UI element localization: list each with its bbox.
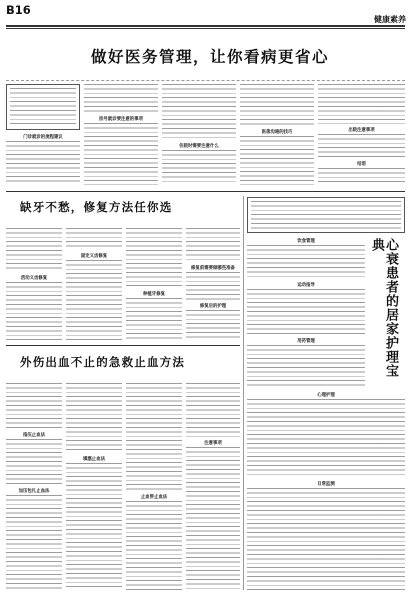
article3-headline: 外伤出血不止的急救止血方法: [20, 355, 186, 369]
article1-headline: 做好医务管理，让你看病更省心: [90, 47, 329, 66]
article1-subhead-5: 出院注意事项: [348, 128, 375, 133]
article1-subhead-1: 门诊就诊的流程建议: [23, 135, 63, 140]
column-divider: [243, 196, 244, 590]
article1-subhead-4: 医患沟通的技巧: [261, 130, 293, 135]
article2-headline: 缺牙不愁，修复方法任你选: [20, 200, 173, 214]
article1-body-col3b: [162, 150, 236, 185]
article3-body-col4: [186, 383, 240, 437]
article2-subhead-5: 修复后的护理: [199, 304, 227, 309]
section-name: 健康素养: [374, 15, 406, 24]
paper-name: [38, 4, 78, 14]
article4-body-d: [247, 399, 405, 477]
article2-body-col1: [6, 228, 62, 272]
issue-date: [6, 17, 66, 22]
article3-subhead-4: 止血带止血法: [140, 495, 168, 500]
article3-subhead-3: 填塞止血法: [83, 457, 105, 462]
article3-body-col3b: [126, 501, 182, 590]
article1-body-col5c: [318, 168, 405, 185]
article1-body-col2: [84, 84, 158, 114]
article2-body-col3b: [126, 298, 182, 340]
article2-byline: [100, 218, 190, 223]
article3-body-col3: [126, 383, 182, 491]
article1-body-col2b: [84, 123, 158, 185]
article4-body-a: [247, 245, 365, 279]
article3-body-col2b: [66, 463, 122, 590]
masthead-rule-thin: [6, 28, 405, 29]
article1-subhead-3: 住院时需要注意什么: [179, 144, 219, 149]
article4-subhead-1: 饮食管理: [297, 239, 315, 244]
article4-subhead-5: 日常监测: [317, 482, 335, 487]
article1-body-col5: [318, 84, 405, 124]
article1-body-col4b: [240, 136, 314, 185]
article4-subhead-3: 用药管理: [297, 339, 315, 344]
article1-intro-text: [10, 88, 76, 126]
article4-intro-box: [247, 197, 405, 233]
article3-body-col1c: [6, 495, 62, 590]
article3-body-col1b: [6, 439, 62, 485]
article1-divider: [6, 80, 405, 81]
article4-body-e: [247, 488, 405, 590]
article4-byline: [371, 288, 377, 352]
article2-subhead-1: 活动义齿修复: [20, 276, 48, 281]
article3-body-col1: [6, 383, 62, 429]
article3-body-col2: [66, 383, 122, 453]
article2-body-col4b: [186, 272, 240, 300]
masthead-email: [80, 10, 170, 15]
section-separator-1: [6, 191, 405, 192]
article1-byline: [160, 71, 250, 76]
article3-subhead-2: 加压包扎止血法: [18, 489, 50, 494]
article1-body-col5b: [318, 134, 405, 158]
article4-headline: 心衰患者的居家护理宝典: [369, 238, 398, 378]
article2-body-col2b: [66, 260, 122, 340]
article4-body-c: [247, 345, 365, 387]
editor-credits: [80, 4, 170, 9]
article2-body-col4c: [186, 310, 240, 340]
article4-subhead-4: 心理护理: [317, 393, 335, 398]
article2-subhead-2: 固定义齿修复: [80, 254, 108, 259]
article2-body-col1b: [6, 282, 62, 340]
article4-subhead-2: 运动指导: [297, 283, 315, 288]
article2-body-col3: [126, 228, 182, 288]
masthead-rule: [6, 25, 405, 27]
article4-body-b: [247, 289, 365, 335]
section-separator-2: [6, 345, 240, 346]
article4-intro-text: [251, 201, 401, 229]
article3-byline: [100, 373, 190, 378]
article2-body-col4: [186, 228, 240, 262]
article3-subhead-1: 指压止血法: [23, 433, 45, 438]
article1-body-col1: [6, 141, 80, 185]
article1-body-col4: [240, 84, 314, 126]
article2-body-col2: [66, 228, 122, 250]
article3-subhead-5: 注意事项: [204, 441, 222, 446]
article1-subhead-6: 结语: [357, 162, 366, 167]
article2-subhead-3: 种植牙修复: [143, 292, 165, 297]
article1-body-col3: [162, 84, 236, 140]
article1-intro-box: [6, 84, 80, 130]
article1-subhead-2: 挂号就诊要注意的事项: [99, 117, 143, 122]
article3-body-col4b: [186, 447, 240, 590]
article2-subhead-4: 修复前需要做哪些准备: [191, 266, 235, 271]
page-number: B16: [6, 3, 31, 17]
